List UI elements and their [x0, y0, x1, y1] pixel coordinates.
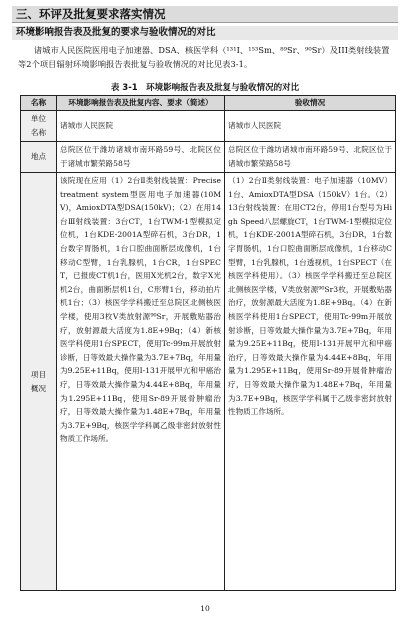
- site-check-cell: 总院区位于潍坊诸城市南环路59号、北院区位于诸城市繁荣路58号: [225, 142, 396, 173]
- unit-check-cell: 诸城市人民医院: [225, 111, 396, 142]
- row-label-unit: 单位 名称: [21, 111, 57, 142]
- table-row: [21, 173, 396, 591]
- header-name: 名称: [21, 96, 57, 111]
- sub-title: 环境影响报告表及批复的要求与验收情况的对比: [12, 26, 398, 40]
- header-env-requirements: 环境影响报告表及批复内容、要求（简述）: [57, 96, 225, 111]
- page-number: 10: [200, 604, 210, 613]
- row-label-site: 地点: [21, 142, 57, 173]
- table-row: [21, 142, 396, 173]
- overview-check-cell: （1）2台Ⅱ类射线装置：电子加速器（10MV）1台、AmioxDTA型DSA（150kV）1台。（2）13台射线装置：在用CT2台，停用1台型号为High Speed八层螺旋CT，1台TWM-1型模拟定位机，1台KDE-2001A型碎石机，3台DR，1台数字胃肠机，1台口腔曲面断层成像机，1台移动C型臂，1台乳腺机，1台透视机，1台SPECT（在核医学科使用）。（3）核医学学科搬迁至总院区北侧核医学楼，V类放射源⁹⁰Sr3枚，开展敷贴器治疗，放射源最大活度为1.8E+9Bq。（4）在新核医学科使用1台SPECT，使用Tc-99m开展放射诊断，日等效最大操作量为3.7E+7Bq，年用量为9.25E+11Bq，使用I-131开展甲亢和甲癌治疗，日等效最大操作量为4.44E+8Bq，年用量为1.295E+11Bq，使用Sr-89开展骨肿瘤治疗，日等效最大操作量为1.48E+7Bq，年用量为3.7E+9Bq，核医学学科属于乙级非密封放射性物质工作场所。: [225, 173, 396, 591]
- table-caption: 表 3-1 环境影响报告表及批复与验收情况的对比: [110, 83, 300, 93]
- site-env-cell: 总院区位于潍坊诸城市南环路59号、北院区位于诸城市繁荣路58号: [57, 142, 225, 173]
- table-header-row: [21, 96, 396, 111]
- table-row: [21, 111, 396, 142]
- section-title: 三、环评及批复要求落实情况: [12, 6, 398, 23]
- row-label-overview: 项目 概况: [21, 173, 57, 591]
- comparison-table: [20, 95, 396, 591]
- overview-env-cell: 该院现在应用（1）2台Ⅱ类射线装置：Precise treatment system型医用电子加速器(10MV)，AmioxDTA型DSA(150kV)；（2）在用14台Ⅲ射线装置：3台CT，1台TWM-1型模拟定位机，1台KDE-2001A型碎石机，3台DR，1台数字胃肠机，1台口腔曲面断层成像机，1台移动C型臂，1台乳腺机，1台CR，1台SPECT，已报废CT机1台，医用X光机2台，数字X光机2台，曲面断层机1台，C形臂1台，移动拍片机1台；（3）核医学学科搬迁至总院区北侧核医学楼，使用3枚V类放射源⁹⁰Sr，开展敷贴器治疗，放射源最大活度为1.8E+9Bq；（4）新核医学科使用1台SPECT，使用Tc-99m开展放射诊断，日等效最大操作量为3.7E+7Bq，年用量为9.25E+11Bq，使用I-131开展甲亢和甲癌治疗，日等效最大操作量为4.44E+8Bq，年用量为1.295E+11Bq，使用Sr-89开展骨肿瘤治疗，日等效最大操作量为1.48E+7Bq，年用量为3.7E+9Bq，核医学学科属乙级非密封放射性物质工作场所。: [57, 173, 225, 591]
- intro-paragraph: 诸城市人民医院医用电子加速器、DSA、核医学科（¹³¹I、¹⁵³Sm、⁸⁹Sr、⁹⁰Sr）及III类射线装置等2个项目辐射环境影响报告表批复与验收情况的对比见表3-1。: [18, 45, 390, 69]
- header-acceptance: 验收情况: [225, 96, 396, 111]
- unit-env-cell: 诸城市人民医院: [57, 111, 225, 142]
